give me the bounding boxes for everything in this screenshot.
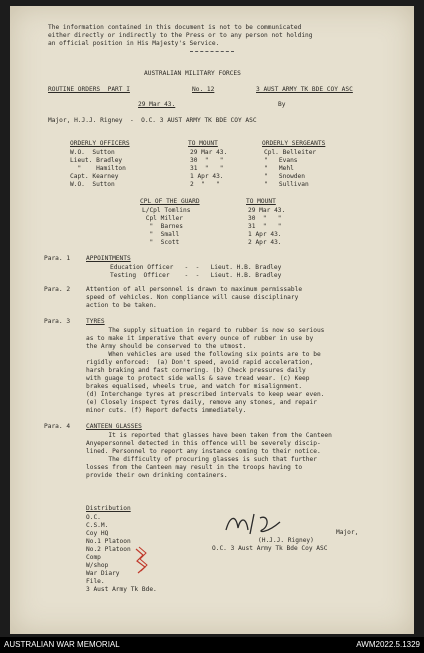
para-line: the Army should be conserved to the utmost. bbox=[86, 343, 247, 350]
orders-title: ROUTINE ORDERS PART I bbox=[48, 86, 130, 93]
officer-name: W.O. Sutton bbox=[70, 149, 115, 156]
para-line: lined. Personnel to report any instance coming to their notice. bbox=[86, 448, 321, 455]
notice-line-2: either directly or indirectly to the Press or to any person not holding bbox=[48, 32, 313, 39]
distribution-item: No.1 Platoon bbox=[86, 538, 131, 545]
para-line: Testing Officer - - Lieut. H.B. Bradley bbox=[110, 272, 282, 279]
order-number: No. 12 bbox=[192, 86, 215, 93]
para-line: Anyepersonnel detected in this offence will be severely discip- bbox=[86, 440, 321, 447]
para-line: minor cuts. (f) Report defects immediately. bbox=[86, 407, 247, 414]
order-date: 29 Mar 43. bbox=[138, 101, 176, 108]
para-line: harsh braking and fast cornering. (b) Check pressures daily bbox=[86, 367, 306, 374]
distribution-item: War Diary bbox=[86, 570, 120, 577]
guard-mount-heading: TO MOUNT bbox=[246, 198, 276, 205]
para-line: provide their own drinking containers. bbox=[86, 472, 228, 479]
red-pencil-mark bbox=[133, 545, 149, 577]
guard-date: 1 Apr 43. bbox=[248, 231, 282, 238]
para-line: losses from the Canteen may result in the troops having to bbox=[86, 464, 303, 471]
guard-name: " Small bbox=[142, 231, 180, 238]
officer-name: Capt. Kearney bbox=[70, 173, 119, 180]
para-line: Attention of all personnel is drawn to maximum permissable bbox=[86, 286, 303, 293]
officer-name: W.O. Sutton bbox=[70, 181, 115, 188]
by-label: By bbox=[278, 101, 286, 108]
orderly-officers-heading: ORDERLY OFFICERS bbox=[70, 140, 130, 147]
distribution-item: C.S.M. bbox=[86, 522, 109, 529]
guard-date: 2 Apr 43. bbox=[248, 239, 282, 246]
para-label: Para. 2 bbox=[44, 286, 71, 293]
officer-name: Lieut. Bradley bbox=[70, 157, 123, 164]
para-line: The supply situation in regard to rubber is now so serious bbox=[86, 327, 325, 334]
divider bbox=[190, 51, 234, 52]
officer-date: 31 " " bbox=[190, 165, 224, 172]
para-line: Education Officer - - Lieut. H.B. Bradley bbox=[110, 264, 282, 271]
sergeant-name: " Mehl bbox=[264, 165, 294, 172]
para-line: rigidly enforced: (a) Don't speed, avoid rapid acceleration, bbox=[86, 359, 314, 366]
distribution-item: No.2 Platoon bbox=[86, 546, 131, 553]
distribution-item: O.C. bbox=[86, 514, 101, 521]
guard-name: L/Cpl Tomlins bbox=[142, 207, 191, 214]
para-label: Para. 4 bbox=[44, 423, 71, 430]
para-line: brakes equalised, wheels true, and watch for misalignment. bbox=[86, 383, 303, 390]
guard-name: " Scott bbox=[142, 239, 180, 246]
unit-title: AUSTRALIAN MILITARY FORCES bbox=[144, 70, 241, 77]
issuing-officer: Major, H.J.J. Rigney - O.C. 3 AUST ARMY TK BDE COY ASC bbox=[48, 117, 257, 124]
distribution-item: W/shop bbox=[86, 562, 109, 569]
distribution-item: 3 Aust Army Tk Bde. bbox=[86, 586, 157, 593]
orderly-sergeants-heading: ORDERLY SERGEANTS bbox=[262, 140, 326, 147]
footer-institution: AUSTRALIAN WAR MEMORIAL bbox=[4, 640, 120, 649]
archive-footer bbox=[0, 637, 424, 653]
para-line: It is reported that glasses have been taken from the Canteen bbox=[86, 432, 332, 439]
para-label: Para. 3 bbox=[44, 318, 71, 325]
to-mount-heading: TO MOUNT bbox=[188, 140, 218, 147]
officer-name: " Hamilton bbox=[70, 165, 126, 172]
para-line: When vehicles are used the following six points are to be bbox=[86, 351, 321, 358]
para-line: as to make it imperative that every ounce of rubber in use by bbox=[86, 335, 314, 342]
signature-name: (H.J.J. Rigney) bbox=[258, 537, 314, 544]
distribution-heading: Distribution bbox=[86, 505, 131, 512]
handwritten-signature bbox=[220, 508, 290, 538]
unit-name: 3 AUST ARMY TK BDE COY ASC bbox=[256, 86, 353, 93]
para-line: The difficulty of procuring glasses is such that further bbox=[86, 456, 317, 463]
para-title: CANTEEN GLASSES bbox=[86, 423, 142, 430]
para-title: APPOINTMENTS bbox=[86, 255, 131, 262]
distribution-item: Comp bbox=[86, 554, 101, 561]
para-line: action to be taken. bbox=[86, 302, 157, 309]
officer-date: 30 " " bbox=[190, 157, 224, 164]
guard-date: 30 " " bbox=[248, 215, 282, 222]
para-line: (e) Closely inspect tyres daily, remove any stones, and repair bbox=[86, 399, 317, 406]
notice-line-3: an official position in His Majesty's Service. bbox=[48, 40, 220, 47]
guard-date: 31 " " bbox=[248, 223, 282, 230]
sergeant-name: " Evans bbox=[264, 157, 298, 164]
distribution-item: Coy HQ bbox=[86, 530, 109, 537]
para-title: TYRES bbox=[86, 318, 105, 325]
para-line: (d) Interchange tyres at prescribed intervals to keep wear even. bbox=[86, 391, 325, 398]
footer-reference: AWM2022.5.1329 bbox=[356, 640, 420, 649]
para-line: with guage to protect side walls & save tread wear. (c) Keep bbox=[86, 375, 310, 382]
guard-name: Cpl Miller bbox=[142, 215, 183, 222]
para-label: Para. 1 bbox=[44, 255, 71, 262]
sergeant-name: " Sullivan bbox=[264, 181, 309, 188]
officer-date: 29 Mar 43. bbox=[190, 149, 228, 156]
distribution-item: File. bbox=[86, 578, 105, 585]
notice-line-1: The information contained in this document is not to be communicated bbox=[48, 24, 302, 31]
para-line: speed of vehicles. Non compliance will cause disciplinary bbox=[86, 294, 299, 301]
officer-date: 2 " " bbox=[190, 181, 220, 188]
signature-title: O.C. 3 Aust Army Tk Bde Coy ASC bbox=[212, 545, 328, 552]
sergeant-name: Cpl. Belleiter bbox=[264, 149, 317, 156]
guard-heading: CPL OF THE GUARD bbox=[140, 198, 200, 205]
guard-date: 29 Mar 43. bbox=[248, 207, 286, 214]
document-page bbox=[10, 6, 414, 634]
guard-name: " Barnes bbox=[142, 223, 183, 230]
officer-date: 1 Apr 43. bbox=[190, 173, 224, 180]
sergeant-name: " Snowden bbox=[264, 173, 305, 180]
signature-rank: Major, bbox=[336, 529, 359, 536]
